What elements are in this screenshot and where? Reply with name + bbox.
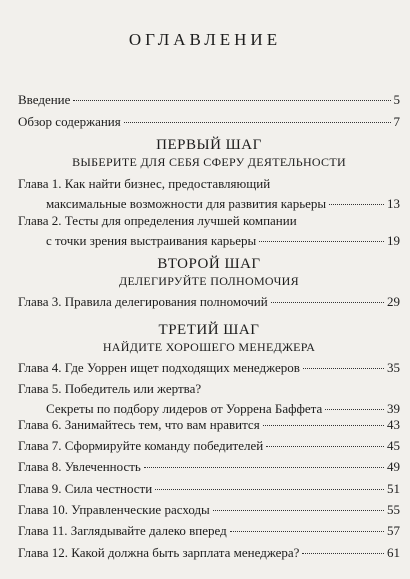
toc-entry	[18, 294, 400, 310]
entry-title-cont: с точки зрения выстраивания карьеры	[46, 233, 257, 248]
leader-dots	[144, 467, 384, 468]
toc-entry	[18, 92, 400, 108]
leader-dots	[124, 122, 391, 123]
entry-title: Обзор содержания	[18, 114, 121, 129]
entry-page: 45	[387, 438, 400, 453]
entry-title: Введение	[18, 92, 71, 107]
leader-dots	[263, 425, 384, 426]
entry-page: 61	[387, 545, 400, 560]
leader-dots	[155, 489, 384, 490]
entry-title: Глава 7. Сформируйте команду победителей	[18, 438, 264, 453]
entry-page: 39	[387, 401, 400, 416]
leader-dots	[259, 241, 384, 242]
toc-entry	[18, 545, 400, 561]
entry-page: 19	[387, 233, 400, 248]
entry-title: Глава 2. Тесты для определения лучшей компании	[18, 213, 297, 228]
entry-page: 43	[387, 417, 400, 432]
entry-title-cont: максимальные возможности для развития карьеры	[46, 196, 327, 211]
toc-entry	[18, 481, 400, 497]
toc-entry	[18, 213, 400, 249]
entry-page: 55	[387, 502, 400, 517]
section-heading: ПЕРВЫЙ ШАГ	[156, 137, 262, 153]
page-title: ОГЛАВЛЕНИЕ	[128, 30, 282, 49]
toc-entry	[18, 176, 400, 212]
entry-title-cont: Секреты по подбору лидеров от Уоррена Баффета	[46, 401, 323, 416]
entry-page: 5	[393, 92, 400, 107]
toc-entry	[18, 360, 400, 376]
entry-page: 13	[387, 196, 400, 211]
entry-page: 57	[387, 523, 400, 538]
entry-page: 29	[387, 294, 400, 309]
leader-dots	[303, 368, 384, 369]
toc-entry	[18, 523, 400, 539]
entry-page: 51	[387, 481, 400, 496]
leader-dots	[73, 100, 390, 101]
toc-entry	[18, 381, 400, 417]
toc-entry	[18, 459, 400, 475]
entry-page: 35	[387, 360, 400, 375]
entry-title: Глава 8. Увлеченность	[18, 459, 141, 474]
entry-title: Глава 3. Правила делегирования полномочий	[18, 294, 268, 309]
leader-dots	[266, 446, 384, 447]
entry-title: Глава 4. Где Уоррен ищет подходящих менеджеров	[18, 360, 300, 375]
leader-dots	[329, 204, 384, 205]
leader-dots	[230, 531, 384, 532]
toc-entry	[18, 417, 400, 433]
section-subtitle: НАЙДИТЕ ХОРОШЕГО МЕНЕДЖЕРА	[102, 340, 316, 354]
entry-title: Глава 6. Занимайтесь тем, что вам нравится	[18, 417, 260, 432]
leader-dots	[213, 510, 384, 511]
entry-page: 49	[387, 459, 400, 474]
section-subtitle: ДЕЛЕГИРУЙТЕ ПОЛНОМОЧИЯ	[119, 274, 299, 288]
toc-entry	[18, 438, 400, 454]
leader-dots	[325, 409, 384, 410]
section-heading: ТРЕТИЙ ШАГ	[158, 322, 260, 338]
entry-title: Глава 10. Управленческие расходы	[18, 502, 210, 517]
entry-page: 7	[393, 114, 400, 129]
leader-dots	[302, 553, 384, 554]
section-subtitle: ВЫБЕРИТЕ ДЛЯ СЕБЯ СФЕРУ ДЕЯТЕЛЬНОСТИ	[72, 155, 346, 169]
entry-title: Глава 9. Сила честности	[18, 481, 153, 496]
entry-title: Глава 5. Победитель или жертва?	[18, 381, 202, 396]
entry-title: Глава 1. Как найти бизнес, предоставляющий	[18, 176, 271, 191]
toc-entry	[18, 114, 400, 130]
entry-title: Глава 11. Заглядывайте далеко вперед	[18, 523, 227, 538]
section-heading: ВТОРОЙ ШАГ	[157, 256, 261, 272]
entry-title: Глава 12. Какой должна быть зарплата менеджера?	[18, 545, 300, 560]
toc-entry	[18, 502, 400, 518]
leader-dots	[271, 302, 384, 303]
